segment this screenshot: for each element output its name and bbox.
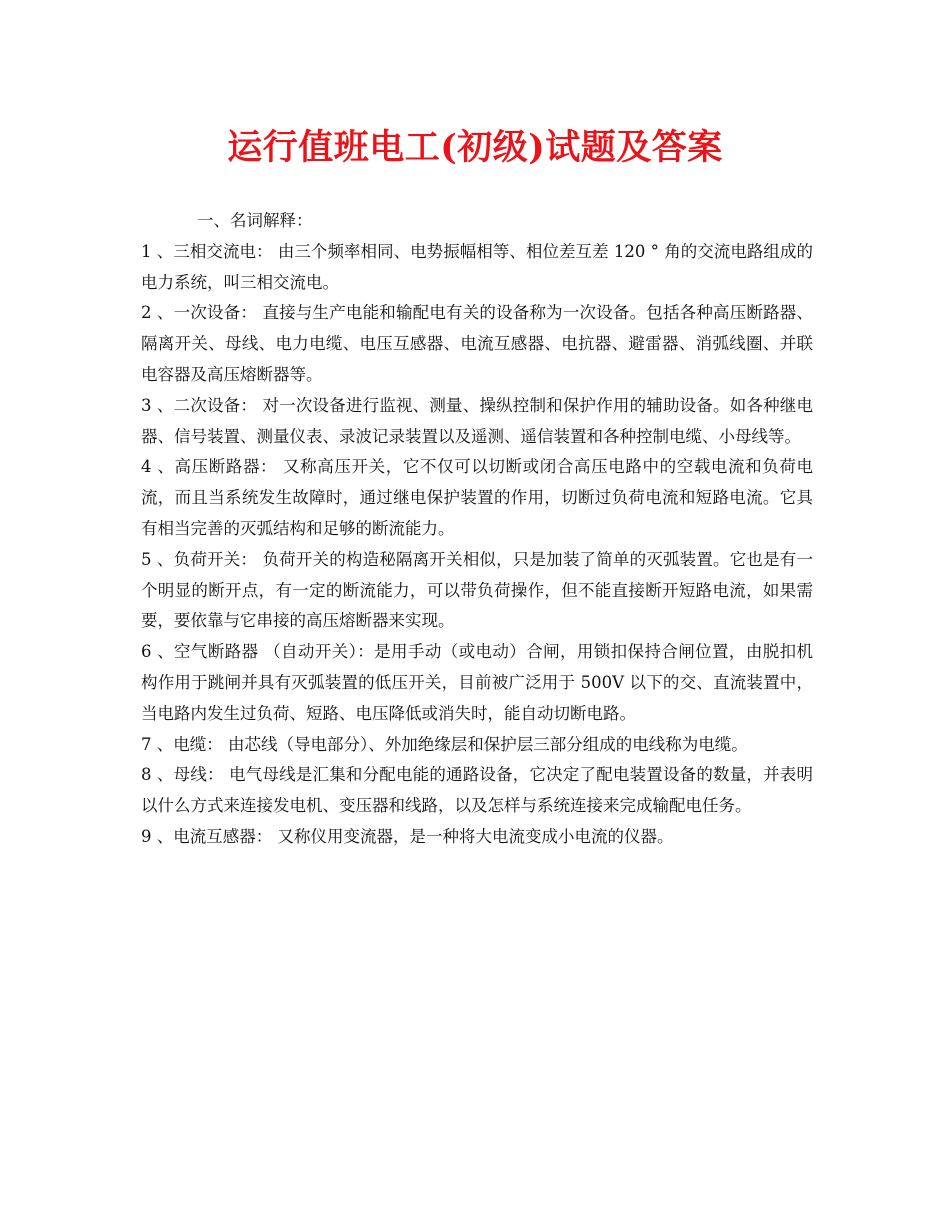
item-term: 母线： xyxy=(173,765,224,785)
list-item xyxy=(141,545,813,637)
document-body xyxy=(141,206,813,853)
item-term: 二次设备： xyxy=(173,395,258,415)
item-term: 高压断路器： xyxy=(174,457,278,477)
list-item xyxy=(141,730,813,761)
item-definition: 负荷开关的构造秘隔离开关相似，只是加装了简单的灭弧装置。它也是有一个明显的断开点，有一定的断流能力，可以带负荷操作，但不能直接断开短路电流，如果需要，要依靠与它串接的高压熔断器来实现。 xyxy=(141,549,813,631)
item-term: 负荷开关： xyxy=(173,549,258,569)
page-title: 运行值班电工(初级)试题及答案 xyxy=(227,127,723,168)
section-heading: 一、名词解释： xyxy=(197,211,313,230)
item-number: 1 、 xyxy=(141,241,174,261)
item-term: 三相交流电： xyxy=(173,241,273,261)
item-number: 5 、 xyxy=(141,549,174,569)
item-definition: 对一次设备进行监视、测量、操纵控制和保护作用的辅助设备。如各种继电器、信号装置、测量仪表、录波记录装置以及遥测、遥信装置和各种控制电缆、小母线等。 xyxy=(141,395,813,446)
item-definition: 是用手动（或电动）合闸，用锁扣保持合闸位置，由脱扣机构作用于跳闸并具有灭弧装置的低压开关，目前被广泛用于 500V 以下的交、直流装置中，当电路内发生过负荷、短路、电压降低或消失时，能自动切断电路。 xyxy=(141,642,814,723)
item-term: 空气断路器 （自动开关）： xyxy=(174,642,375,662)
list-item xyxy=(141,298,813,390)
item-number: 2 、 xyxy=(141,303,174,323)
item-number: 3 、 xyxy=(141,395,174,415)
item-number: 8 、 xyxy=(141,765,174,785)
list-item xyxy=(141,391,813,453)
list-item xyxy=(141,637,813,729)
item-term: 一次设备： xyxy=(173,303,258,323)
item-number: 9 、 xyxy=(141,826,174,846)
item-term: 电流互感器： xyxy=(173,826,273,846)
item-definition: 电气母线是汇集和分配电能的通路设备，它决定了配电装置设备的数量，并表明以什么方式来连接发电机、变压器和线路，以及怎样与系统连接来完成输配电任务。 xyxy=(141,765,813,816)
item-term: 电缆： xyxy=(173,734,223,754)
list-item xyxy=(141,237,813,299)
item-definition: 由芯线（导电部分）、外加绝缘层和保护层三部分组成的电线称为电缆。 xyxy=(222,734,748,754)
item-number: 4 、 xyxy=(141,457,175,477)
item-number: 7 、 xyxy=(141,734,174,754)
item-definition: 由三个频率相同、电势振幅相等、相位差互差 120 ° 角的交流电路组成的电力系统，叫三相交流电。 xyxy=(141,241,813,292)
item-number: 6 、 xyxy=(141,642,175,662)
list-item xyxy=(141,452,813,544)
item-definition: 又称仪用变流器，是一种将大电流变成小电流的仪器。 xyxy=(272,826,674,846)
list-item xyxy=(141,822,813,853)
item-definition: 直接与生产电能和输配电有关的设备称为一次设备。包括各种高压断路器、隔离开关、母线、电力电缆、电压互感器、电流互感器、电抗器、避雷器、消弧线圈、并联电容器及高压熔断器等。 xyxy=(141,303,813,384)
item-definition: 又称高压开关，它不仅可以切断或闭合高压电路中的空载电流和负荷电流，而且当系统发生故障时，通过继电保护装置的作用，切断过负荷电流和短路电流。它具有相当完善的灭弧结构和足够的断流能力。 xyxy=(141,457,814,538)
list-item xyxy=(141,760,813,822)
